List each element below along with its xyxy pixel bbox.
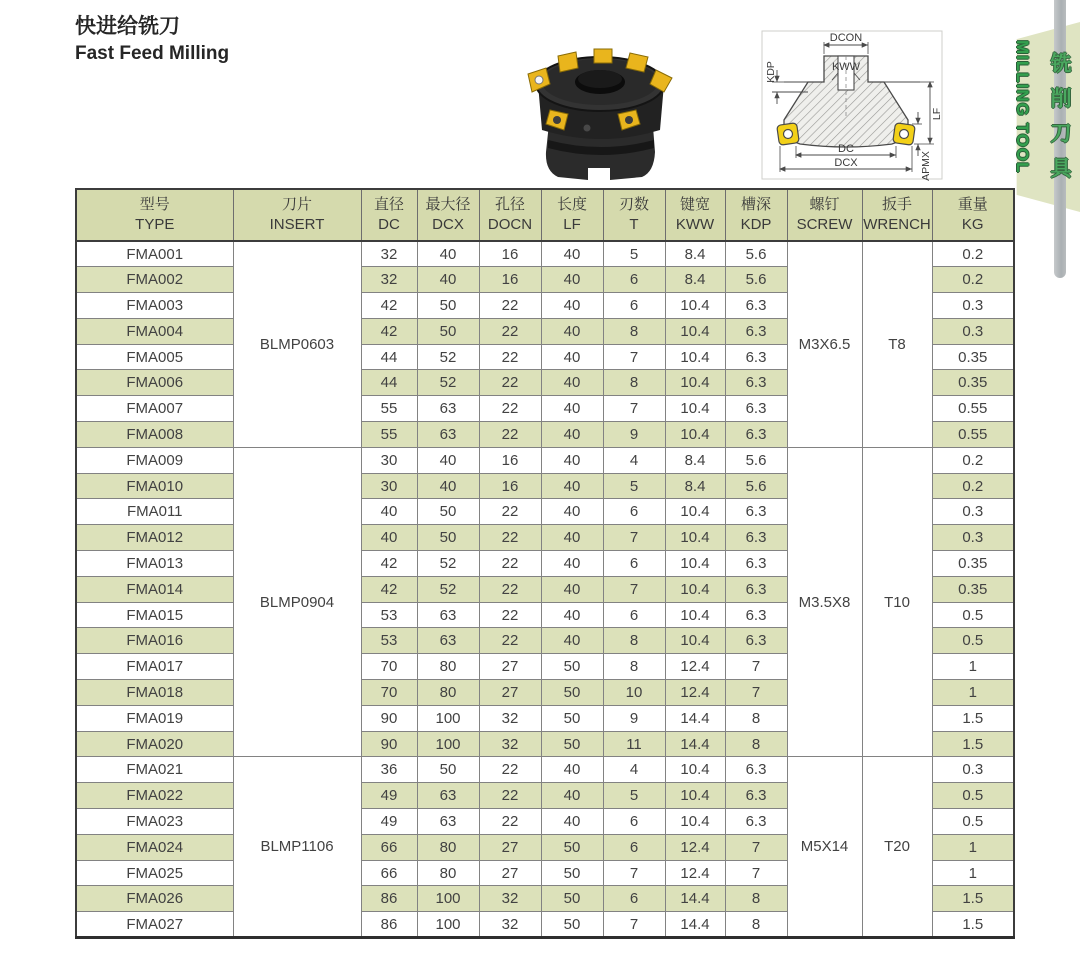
table-cell: 70: [361, 680, 417, 706]
weight-cell: 0.5: [932, 628, 1014, 654]
type-cell: FMA006: [76, 370, 233, 396]
column-header-kww: 键宽 KWW: [665, 189, 725, 241]
table-cell: 10.4: [665, 499, 725, 525]
table-cell: 10.4: [665, 293, 725, 319]
table-cell: 80: [417, 680, 479, 706]
weight-cell: 0.2: [932, 267, 1014, 293]
type-cell: FMA020: [76, 731, 233, 757]
table-cell: 90: [361, 705, 417, 731]
table-cell: 6: [603, 886, 665, 912]
table-cell: 6.3: [725, 602, 787, 628]
table-cell: 6.3: [725, 525, 787, 551]
table-cell: 12.4: [665, 680, 725, 706]
table-cell: 8: [603, 628, 665, 654]
table-cell: 90: [361, 731, 417, 757]
table-cell: 14.4: [665, 731, 725, 757]
table-cell: 22: [479, 551, 541, 577]
weight-cell: 1.5: [932, 731, 1014, 757]
diagram-label-dc: DC: [838, 143, 854, 155]
table-cell: 5: [603, 783, 665, 809]
table-cell: 50: [417, 499, 479, 525]
table-cell: 40: [541, 344, 603, 370]
table-cell: 5.6: [725, 267, 787, 293]
table-cell: 9: [603, 705, 665, 731]
table-cell: 7: [603, 576, 665, 602]
table-cell: 50: [541, 834, 603, 860]
table-cell: 40: [541, 525, 603, 551]
table-cell: 7: [603, 525, 665, 551]
table-cell: 22: [479, 602, 541, 628]
weight-cell: 1.5: [932, 886, 1014, 912]
weight-cell: 0.5: [932, 783, 1014, 809]
table-cell: 10.4: [665, 396, 725, 422]
table-cell: 10: [603, 680, 665, 706]
table-cell: 22: [479, 499, 541, 525]
weight-cell: 0.3: [932, 757, 1014, 783]
table-cell: 7: [603, 344, 665, 370]
weight-cell: 0.2: [932, 241, 1014, 267]
column-header-t: 刃数 T: [603, 189, 665, 241]
table-cell: 22: [479, 525, 541, 551]
table-cell: 16: [479, 267, 541, 293]
type-cell: FMA004: [76, 318, 233, 344]
table-cell: 50: [541, 705, 603, 731]
table-cell: 8: [725, 886, 787, 912]
insert-cell: BLMP0904: [233, 447, 361, 757]
table-cell: 40: [541, 551, 603, 577]
table-cell: 40: [541, 447, 603, 473]
type-cell: FMA015: [76, 602, 233, 628]
type-cell: FMA019: [76, 705, 233, 731]
type-cell: FMA001: [76, 241, 233, 267]
table-cell: 40: [541, 318, 603, 344]
weight-cell: 0.35: [932, 344, 1014, 370]
diagram-label-dcx: DCX: [834, 157, 858, 169]
table-cell: 63: [417, 396, 479, 422]
table-cell: 40: [541, 628, 603, 654]
weight-cell: 0.3: [932, 525, 1014, 551]
table-cell: 12.4: [665, 834, 725, 860]
weight-cell: 0.5: [932, 602, 1014, 628]
table-cell: 63: [417, 809, 479, 835]
table-cell: 40: [541, 267, 603, 293]
weight-cell: 0.35: [932, 551, 1014, 577]
table-cell: 10.4: [665, 422, 725, 448]
table-cell: 9: [603, 422, 665, 448]
table-cell: 8: [725, 731, 787, 757]
type-cell: FMA007: [76, 396, 233, 422]
table-cell: 6.3: [725, 628, 787, 654]
table-cell: 50: [417, 525, 479, 551]
column-header-kdp: 槽深 KDP: [725, 189, 787, 241]
table-cell: 6.3: [725, 757, 787, 783]
column-header-dc: 直径 DC: [361, 189, 417, 241]
table-cell: 53: [361, 628, 417, 654]
table-cell: 4: [603, 757, 665, 783]
type-cell: FMA005: [76, 344, 233, 370]
table-cell: 22: [479, 396, 541, 422]
table-cell: 22: [479, 757, 541, 783]
table-cell: 44: [361, 370, 417, 396]
table-cell: 50: [417, 318, 479, 344]
type-cell: FMA027: [76, 912, 233, 938]
weight-cell: 0.55: [932, 422, 1014, 448]
table-cell: 50: [417, 757, 479, 783]
table-cell: 40: [417, 241, 479, 267]
table-cell: 50: [541, 654, 603, 680]
table-cell: 52: [417, 576, 479, 602]
table-cell: 6.3: [725, 576, 787, 602]
table-cell: 8.4: [665, 473, 725, 499]
insert-cell: BLMP1106: [233, 757, 361, 938]
table-cell: 50: [541, 912, 603, 938]
type-cell: FMA025: [76, 860, 233, 886]
table-cell: 27: [479, 680, 541, 706]
table-cell: 22: [479, 783, 541, 809]
table-cell: 40: [541, 783, 603, 809]
diagram-label-lf: LF: [931, 107, 943, 121]
table-cell: 7: [603, 912, 665, 938]
table-cell: 100: [417, 912, 479, 938]
table-cell: 40: [541, 422, 603, 448]
table-cell: 7: [603, 860, 665, 886]
table-cell: 32: [479, 912, 541, 938]
table-cell: 66: [361, 834, 417, 860]
table-cell: 10.4: [665, 576, 725, 602]
table-cell: 40: [541, 576, 603, 602]
table-cell: 30: [361, 473, 417, 499]
title-english: Fast Feed Milling: [75, 43, 230, 65]
product-photo: [492, 22, 710, 188]
table-cell: 22: [479, 293, 541, 319]
table-cell: 40: [361, 499, 417, 525]
table-cell: 40: [417, 473, 479, 499]
table-cell: 6: [603, 499, 665, 525]
screw-cell: M5X14: [787, 757, 862, 938]
table-cell: 40: [541, 241, 603, 267]
column-header-wrench: 扳手 WRENCH: [862, 189, 932, 241]
wrench-cell: T20: [862, 757, 932, 938]
table-cell: 27: [479, 860, 541, 886]
type-cell: FMA009: [76, 447, 233, 473]
weight-cell: 0.3: [932, 293, 1014, 319]
table-cell: 6.3: [725, 396, 787, 422]
table-cell: 40: [541, 473, 603, 499]
type-cell: FMA023: [76, 809, 233, 835]
table-cell: 16: [479, 241, 541, 267]
table-cell: 50: [417, 293, 479, 319]
screw-cell: M3X6.5: [787, 241, 862, 447]
table-cell: 6.3: [725, 783, 787, 809]
weight-cell: 1: [932, 834, 1014, 860]
diagram-label-kdp: KDP: [765, 61, 777, 83]
table-cell: 40: [541, 370, 603, 396]
table-cell: 52: [417, 551, 479, 577]
table-cell: 6.3: [725, 344, 787, 370]
type-cell: FMA014: [76, 576, 233, 602]
table-cell: 12.4: [665, 860, 725, 886]
table-cell: 49: [361, 783, 417, 809]
weight-cell: 0.2: [932, 447, 1014, 473]
table-cell: 100: [417, 705, 479, 731]
table-cell: 10.4: [665, 628, 725, 654]
table-cell: 32: [361, 241, 417, 267]
table-cell: 66: [361, 860, 417, 886]
table-cell: 22: [479, 628, 541, 654]
table-cell: 36: [361, 757, 417, 783]
type-cell: FMA008: [76, 422, 233, 448]
table-cell: 63: [417, 783, 479, 809]
table-cell: 8: [603, 654, 665, 680]
table-cell: 27: [479, 834, 541, 860]
table-cell: 8: [725, 705, 787, 731]
table-cell: 50: [541, 731, 603, 757]
table-cell: 7: [603, 396, 665, 422]
table-cell: 14.4: [665, 912, 725, 938]
table-cell: 100: [417, 886, 479, 912]
title-chinese: 快进给铣刀: [75, 15, 180, 38]
table-cell: 8: [603, 318, 665, 344]
page-title: [75, 12, 229, 67]
table-cell: 63: [417, 422, 479, 448]
table-cell: 10.4: [665, 783, 725, 809]
table-cell: 42: [361, 293, 417, 319]
type-cell: FMA016: [76, 628, 233, 654]
table-cell: 22: [479, 576, 541, 602]
table-cell: 14.4: [665, 705, 725, 731]
table-cell: 55: [361, 422, 417, 448]
table-cell: 6: [603, 267, 665, 293]
table-cell: 22: [479, 809, 541, 835]
table-cell: 40: [541, 602, 603, 628]
column-header-type: 型号 TYPE: [76, 189, 233, 241]
column-header-screw: 螺钉 SCREW: [787, 189, 862, 241]
table-cell: 40: [541, 396, 603, 422]
table-cell: 22: [479, 370, 541, 396]
weight-cell: 0.2: [932, 473, 1014, 499]
column-header-docn: 孔径 DOCN: [479, 189, 541, 241]
table-cell: 86: [361, 912, 417, 938]
diagram-label-kww: KWW: [831, 61, 861, 73]
weight-cell: 1: [932, 680, 1014, 706]
table-cell: 40: [417, 267, 479, 293]
table-cell: 6: [603, 293, 665, 319]
table-cell: 10.4: [665, 344, 725, 370]
table-cell: 32: [479, 705, 541, 731]
table-cell: 42: [361, 576, 417, 602]
table-cell: 7: [725, 860, 787, 886]
weight-cell: 0.35: [932, 370, 1014, 396]
table-cell: 52: [417, 344, 479, 370]
table-cell: 63: [417, 628, 479, 654]
table-cell: 32: [479, 886, 541, 912]
type-cell: FMA002: [76, 267, 233, 293]
table-cell: 5.6: [725, 241, 787, 267]
type-cell: FMA017: [76, 654, 233, 680]
table-cell: 5.6: [725, 473, 787, 499]
table-cell: 100: [417, 731, 479, 757]
table-cell: 44: [361, 344, 417, 370]
table-cell: 6.3: [725, 809, 787, 835]
table-cell: 6: [603, 551, 665, 577]
table-cell: 8.4: [665, 267, 725, 293]
table-cell: 12.4: [665, 654, 725, 680]
type-cell: FMA003: [76, 293, 233, 319]
table-cell: 11: [603, 731, 665, 757]
table-cell: 6.3: [725, 318, 787, 344]
table-cell: 40: [541, 809, 603, 835]
type-cell: FMA026: [76, 886, 233, 912]
table-cell: 8: [603, 370, 665, 396]
table-cell: 40: [541, 293, 603, 319]
table-body: [76, 241, 1014, 938]
table-cell: 16: [479, 473, 541, 499]
table-cell: 40: [417, 447, 479, 473]
weight-cell: 1.5: [932, 912, 1014, 938]
type-cell: FMA022: [76, 783, 233, 809]
wrench-cell: T10: [862, 447, 932, 757]
banner-text-chinese: 铣削刀具: [1048, 52, 1071, 192]
diagram-svg: [744, 24, 948, 186]
table-cell: 86: [361, 886, 417, 912]
table-cell: 70: [361, 654, 417, 680]
diagram-label-apmx: APMX: [920, 151, 932, 181]
weight-cell: 1: [932, 860, 1014, 886]
table-cell: 10.4: [665, 602, 725, 628]
table-cell: 8.4: [665, 447, 725, 473]
table-cell: 49: [361, 809, 417, 835]
table-cell: 40: [541, 757, 603, 783]
table-cell: 63: [417, 602, 479, 628]
table-cell: 50: [541, 680, 603, 706]
table-cell: 52: [417, 370, 479, 396]
table-cell: 5: [603, 241, 665, 267]
table-cell: 80: [417, 860, 479, 886]
table-cell: 22: [479, 344, 541, 370]
table-cell: 42: [361, 551, 417, 577]
type-cell: FMA012: [76, 525, 233, 551]
table-cell: 6.3: [725, 551, 787, 577]
table-cell: 16: [479, 447, 541, 473]
table-cell: 5: [603, 473, 665, 499]
type-cell: FMA011: [76, 499, 233, 525]
weight-cell: 1.5: [932, 705, 1014, 731]
table-cell: 50: [541, 886, 603, 912]
wrench-cell: T8: [862, 241, 932, 447]
table-cell: 40: [361, 525, 417, 551]
table-cell: 10.4: [665, 757, 725, 783]
table-row: [76, 757, 1014, 783]
table-cell: 8.4: [665, 241, 725, 267]
table-cell: 4: [603, 447, 665, 473]
table-cell: 6.3: [725, 370, 787, 396]
table-cell: 55: [361, 396, 417, 422]
weight-cell: 1: [932, 654, 1014, 680]
type-cell: FMA010: [76, 473, 233, 499]
table-cell: 50: [541, 860, 603, 886]
table-cell: 8: [725, 912, 787, 938]
column-header-insert: 刀片 INSERT: [233, 189, 361, 241]
table-cell: 7: [725, 654, 787, 680]
weight-cell: 0.55: [932, 396, 1014, 422]
table-cell: 30: [361, 447, 417, 473]
insert-cell: BLMP0603: [233, 241, 361, 447]
weight-cell: 0.3: [932, 318, 1014, 344]
type-cell: FMA018: [76, 680, 233, 706]
table-cell: 5.6: [725, 447, 787, 473]
table-cell: 27: [479, 654, 541, 680]
table-cell: 53: [361, 602, 417, 628]
table-cell: 6.3: [725, 422, 787, 448]
table-cell: 7: [725, 834, 787, 860]
table-head-row: [76, 189, 1014, 241]
table-cell: 10.4: [665, 370, 725, 396]
type-cell: FMA013: [76, 551, 233, 577]
table-cell: 10.4: [665, 525, 725, 551]
column-header-dcx: 最大径 DCX: [417, 189, 479, 241]
table-cell: 6.3: [725, 499, 787, 525]
table-cell: 6: [603, 602, 665, 628]
table-cell: 6: [603, 809, 665, 835]
table-cell: 10.4: [665, 809, 725, 835]
table-cell: 40: [541, 499, 603, 525]
column-header-kg: 重量 KG: [932, 189, 1014, 241]
table-cell: 42: [361, 318, 417, 344]
table-cell: 6.3: [725, 293, 787, 319]
table-cell: 22: [479, 318, 541, 344]
weight-cell: 0.3: [932, 499, 1014, 525]
table-row: [76, 447, 1014, 473]
type-cell: FMA024: [76, 834, 233, 860]
table-cell: 32: [361, 267, 417, 293]
table-cell: 14.4: [665, 886, 725, 912]
weight-cell: 0.35: [932, 576, 1014, 602]
table-cell: 6: [603, 834, 665, 860]
table-cell: 10.4: [665, 318, 725, 344]
diagram-label-dcon: DCON: [829, 32, 863, 44]
column-header-lf: 长度 LF: [541, 189, 603, 241]
table-cell: 80: [417, 834, 479, 860]
table-row: [76, 241, 1014, 267]
screw-cell: M3.5X8: [787, 447, 862, 757]
milling-cutter-image: [492, 22, 710, 188]
type-cell: FMA021: [76, 757, 233, 783]
table-cell: 32: [479, 731, 541, 757]
table-cell: 22: [479, 422, 541, 448]
dimension-diagram: [744, 24, 948, 186]
specification-table: [75, 188, 1015, 939]
banner-text-english: MILLING TOOL: [1013, 40, 1032, 174]
table-cell: 7: [725, 680, 787, 706]
weight-cell: 0.5: [932, 809, 1014, 835]
table-cell: 10.4: [665, 551, 725, 577]
table-cell: 80: [417, 654, 479, 680]
